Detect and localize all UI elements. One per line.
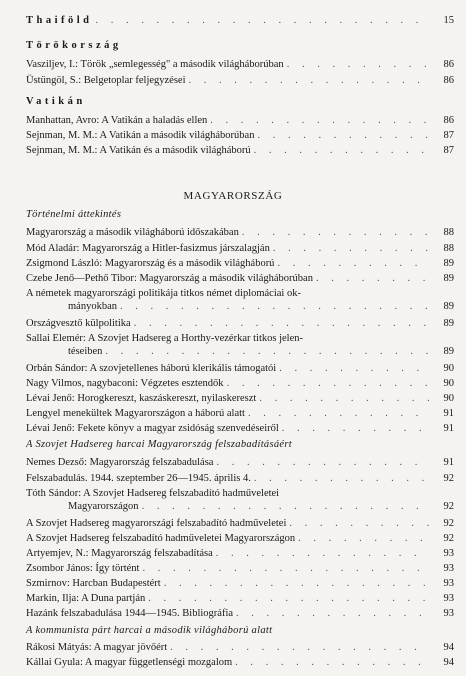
toc-entry bbox=[26, 656, 454, 669]
entry-title: Országvesztő külpolitika bbox=[26, 318, 131, 329]
page-number: 89 bbox=[443, 346, 454, 357]
entry-title: Hazánk felszabadulása 1944—1945. Bibliográfia bbox=[26, 608, 234, 619]
toc-entry bbox=[26, 607, 454, 620]
entry-title: Magyarország a második világháború időszakában bbox=[26, 227, 239, 238]
entry-title: Czebe Jenő—Pethő Tibor: Magyarország a második világháborúban bbox=[26, 273, 313, 284]
leader-dots bbox=[210, 114, 429, 127]
leader-dots bbox=[273, 242, 429, 255]
entry-title: Markin, Ilja: A Duna partján bbox=[26, 593, 146, 604]
toc-entry bbox=[26, 58, 454, 71]
toc-entry bbox=[26, 332, 454, 358]
page-number: 88 bbox=[443, 227, 454, 238]
leader-dots bbox=[142, 500, 429, 513]
toc-entry bbox=[26, 272, 454, 285]
entry-title: Artyemjev, N.: Magyarország felszabadítása bbox=[26, 548, 213, 559]
toc-entry bbox=[26, 317, 454, 330]
toc-entry bbox=[26, 74, 454, 87]
toc-entry bbox=[26, 407, 454, 420]
entry-title: Orbán Sándor: A szovjetellenes háború klerikális támogatói bbox=[26, 363, 277, 374]
entry-title: Üstüngöl, S.: Belgetoplar feljegyzései bbox=[26, 75, 186, 86]
entry-title: Sallai Elemér: A Szovjet Hadsereg a Horthy-vezérkar titkos jelen- bbox=[26, 333, 303, 344]
page-number: 86 bbox=[443, 59, 454, 70]
page-number: 90 bbox=[443, 393, 454, 404]
leader-dots bbox=[134, 317, 429, 330]
leader-dots bbox=[189, 74, 429, 87]
toc-entry bbox=[26, 562, 454, 575]
thailand-heading-row bbox=[26, 14, 454, 27]
leader-dots bbox=[142, 562, 429, 575]
page-number: 94 bbox=[443, 642, 454, 653]
toc-entry bbox=[26, 641, 454, 654]
leader-dots bbox=[236, 607, 429, 620]
page-number: 93 bbox=[443, 563, 454, 574]
entry-title: Szmirnov: Harcban Budapestért bbox=[26, 578, 161, 589]
entry-title: Sejnman, M. M.: A Vatikán a második világháborúban bbox=[26, 130, 255, 141]
toc-entry bbox=[26, 129, 454, 142]
entry-title: Zsombor János: Így történt bbox=[26, 563, 140, 574]
toc-entry bbox=[26, 392, 454, 405]
page-number: 87 bbox=[443, 145, 454, 156]
page-number: 92 bbox=[443, 473, 454, 484]
entry-title-continuation: mányokban bbox=[68, 301, 117, 312]
page-number: 92 bbox=[443, 501, 454, 512]
entry-title: Tóth Sándor: A Szovjet Hadsereg felszabadító hadműveletei bbox=[26, 488, 280, 499]
leader-dots bbox=[170, 641, 429, 654]
page-number: 91 bbox=[443, 408, 454, 419]
page-number: 90 bbox=[443, 378, 454, 389]
entry-title: Nemes Dezső: Magyarország felszabadulása bbox=[26, 457, 214, 468]
entry-title: Lévai Jenő: Horogkereszt, kaszáskereszt, nyilaskereszt bbox=[26, 393, 257, 404]
page-number: 90 bbox=[443, 363, 454, 374]
toc-entry bbox=[26, 532, 454, 545]
entry-title: Lengyel menekültek Magyarországon a háború alatt bbox=[26, 408, 245, 419]
entry-title: Zsigmond László: Magyarország és a második világháború bbox=[26, 258, 275, 269]
entry-title: A Szovjet Hadsereg felszabadító hadműveletei Magyarországon bbox=[26, 533, 296, 544]
toc-entry bbox=[26, 257, 454, 270]
entry-title: Felszabadulás. 1944. szeptember 26—1945. április 4. bbox=[26, 473, 251, 484]
entry-title: Rákosi Mátyás: A magyar jövőért bbox=[26, 642, 168, 653]
leader-dots bbox=[254, 144, 429, 157]
subheading-communist-party: A kommunista párt harcai a második világháború alatt bbox=[26, 625, 273, 636]
leader-dots bbox=[148, 592, 429, 605]
leader-dots bbox=[96, 14, 429, 27]
toc-entry bbox=[26, 144, 454, 157]
entry-title: Manhattan, Avro: A Vatikán a haladás ellen bbox=[26, 115, 208, 126]
page-number: 91 bbox=[443, 423, 454, 434]
leader-dots bbox=[254, 472, 429, 485]
entry-title: Vaszilјev, I.: Török „semlegesség" a második világháborúban bbox=[26, 59, 284, 70]
section-heading-vatican: Vatikán bbox=[26, 96, 86, 107]
page-number: 93 bbox=[443, 608, 454, 619]
page-number: 86 bbox=[443, 115, 454, 126]
leader-dots bbox=[235, 656, 429, 669]
page-number: 93 bbox=[443, 548, 454, 559]
page-number: 89 bbox=[443, 301, 454, 312]
leader-dots bbox=[248, 407, 429, 420]
page-number: 94 bbox=[443, 657, 454, 668]
toc-entry bbox=[26, 456, 454, 469]
entry-title-continuation: Magyarországon bbox=[68, 501, 139, 512]
page-number: 92 bbox=[443, 533, 454, 544]
entry-title: A németek magyarországi politikája titkos német diplomáciai ok- bbox=[26, 288, 301, 299]
toc-entry bbox=[26, 287, 454, 313]
leader-dots bbox=[316, 272, 429, 285]
toc-entry bbox=[26, 242, 454, 255]
leader-dots bbox=[216, 547, 429, 560]
entry-title-continuation: téseiben bbox=[68, 346, 103, 357]
section-heading-turkey: Törökország bbox=[26, 40, 122, 51]
leader-dots bbox=[216, 456, 429, 469]
leader-dots bbox=[279, 362, 429, 375]
page-number: 89 bbox=[443, 273, 454, 284]
page-number: 91 bbox=[443, 457, 454, 468]
leader-dots bbox=[277, 257, 429, 270]
page-number: 86 bbox=[443, 75, 454, 86]
leader-dots bbox=[164, 577, 429, 590]
leader-dots bbox=[242, 226, 429, 239]
toc-entry bbox=[26, 592, 454, 605]
toc-entry bbox=[26, 517, 454, 530]
leader-dots bbox=[289, 517, 429, 530]
page-number: 93 bbox=[443, 578, 454, 589]
page-number: 88 bbox=[443, 243, 454, 254]
leader-dots bbox=[282, 422, 429, 435]
toc-entry bbox=[26, 362, 454, 375]
toc-entry bbox=[26, 487, 454, 513]
leader-dots bbox=[259, 392, 429, 405]
leader-dots bbox=[227, 377, 429, 390]
entry-title: Kállai Gyula: A magyar függetlenségi mozgalom bbox=[26, 657, 233, 668]
page-number: 89 bbox=[443, 258, 454, 269]
entry-title: Nagy Vilmos, nagybaconi: Végzetes esztendők bbox=[26, 378, 224, 389]
leader-dots bbox=[105, 345, 429, 358]
leader-dots bbox=[257, 129, 429, 142]
page-number: 92 bbox=[443, 518, 454, 529]
toc-entry bbox=[26, 226, 454, 239]
page-number: 15 bbox=[443, 15, 454, 26]
subheading-history: Történelmi áttekintés bbox=[26, 209, 122, 220]
entry-title: A Szovjet Hadsereg magyarországi felszabadító hadműveletei bbox=[26, 518, 287, 529]
leader-dots bbox=[287, 58, 429, 71]
page-number: 93 bbox=[443, 593, 454, 604]
page-number: 87 bbox=[443, 130, 454, 141]
entry-title: Lévai Jenő: Fekete könyv a magyar zsidóság szenvedéseiről bbox=[26, 423, 279, 434]
toc-entry bbox=[26, 114, 454, 127]
entry-title: Mód Aladár: Magyarország a Hitler-fasizmus járszalagján bbox=[26, 243, 270, 254]
subheading-liberation: A Szovjet Hadsereg harcai Magyarország felszabadításáért bbox=[26, 439, 292, 450]
main-heading: MAGYARORSZÁG bbox=[183, 190, 283, 202]
toc-entry bbox=[26, 472, 454, 485]
toc-entry bbox=[26, 577, 454, 590]
page-number: 89 bbox=[443, 318, 454, 329]
leader-dots bbox=[298, 532, 429, 545]
entry-title: Sejnman, M. M.: A Vatikán és a második világháború bbox=[26, 145, 251, 156]
toc-entry bbox=[26, 377, 454, 390]
leader-dots bbox=[120, 300, 429, 313]
section-heading-thailand: Thaiföld bbox=[26, 15, 93, 26]
toc-entry bbox=[26, 422, 454, 435]
toc-entry bbox=[26, 547, 454, 560]
